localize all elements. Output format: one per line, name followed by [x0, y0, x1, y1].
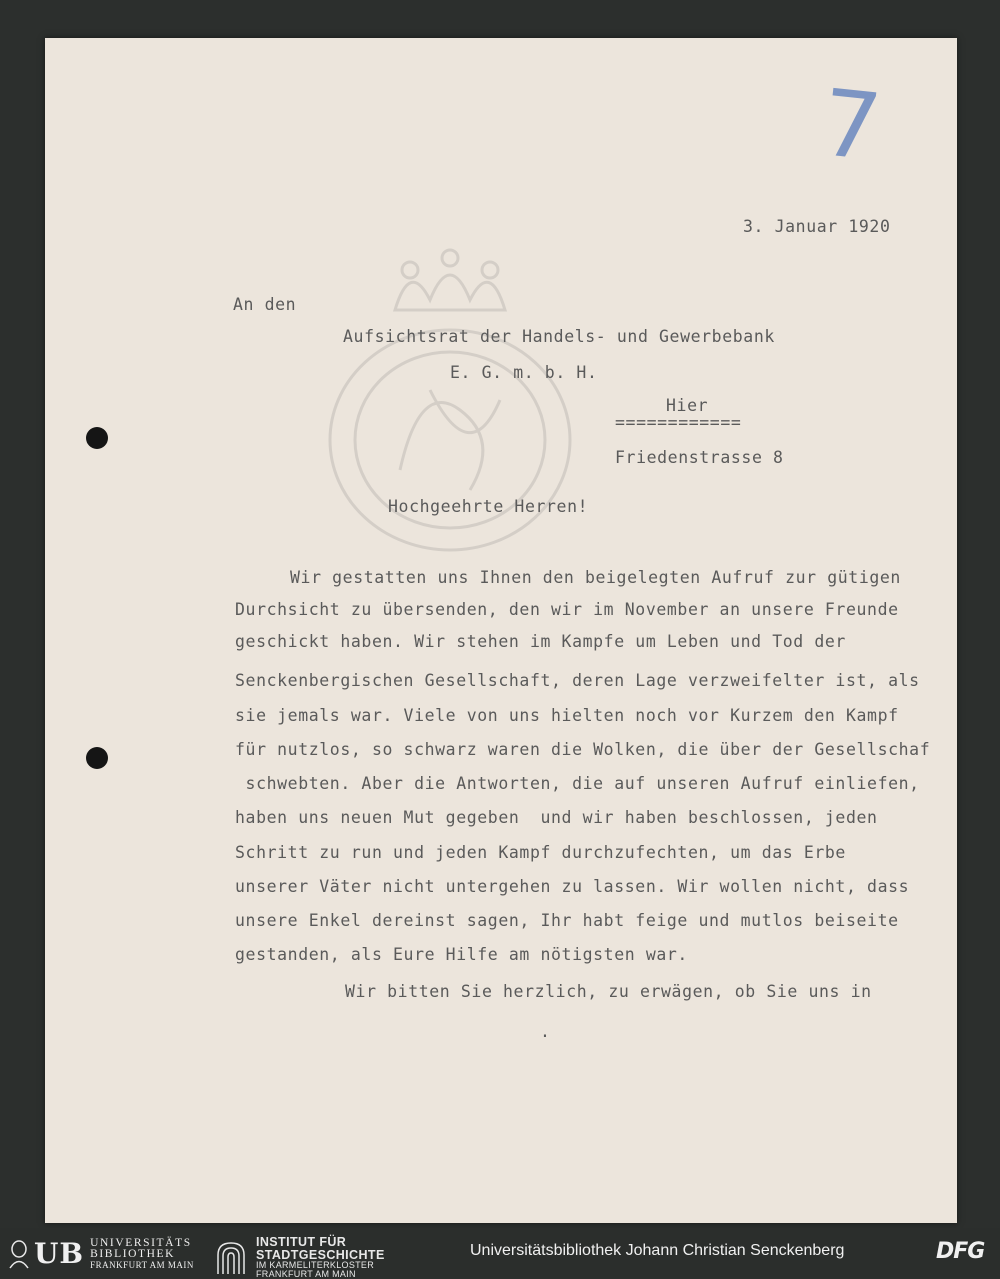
footer-title[interactable]: Universitätsbibliothek Johann Christian Senckenberg: [470, 1242, 845, 1259]
ub-line1: UNIVERSITÄTS: [90, 1236, 192, 1249]
address-city: Hier: [666, 396, 709, 415]
punch-hole-top: [86, 427, 108, 449]
body-line: sie jemals war. Viele von uns hielten noch vor Kurzem den Kampf: [235, 706, 899, 725]
isg-logo[interactable]: [214, 1236, 385, 1279]
ub-line3: FRANKFURT AM MAIN: [90, 1259, 194, 1270]
body-line: unsere Enkel dereinst sagen, Ihr habt feige und mutlos beiseite: [235, 911, 899, 930]
body-line: gestanden, als Eure Hilfe am nötigsten war.: [235, 945, 688, 964]
body-line: Wir gestatten uns Ihnen den beigelegten Aufruf zur gütigen: [290, 568, 901, 587]
ub-logo[interactable]: [8, 1237, 194, 1270]
senckenberg-portrait-icon: [8, 1239, 30, 1269]
address-street: Friedenstrasse 8: [615, 448, 784, 467]
body-line: schwebten. Aber die Antworten, die auf unseren Aufruf einliefen,: [235, 774, 920, 793]
body-line: unserer Väter nicht untergehen zu lassen. Wir wollen nicht, dass: [235, 877, 910, 896]
ub-line2: BIBLIOTHEK: [90, 1248, 176, 1260]
address-recipient: Aufsichtsrat der Handels- und Gewerbebank: [343, 327, 775, 346]
letter-date: 3. Januar 1920: [743, 217, 891, 236]
page-mark: .: [540, 1022, 551, 1041]
isg-line3: IM KARMELITERKLOSTER: [256, 1260, 375, 1270]
letter-greeting: Hochgeehrte Herren!: [388, 497, 589, 516]
address-city-underline: ============: [615, 413, 742, 432]
pencil-folio-number: 7: [816, 69, 887, 182]
address-company-form: E. G. m. b. H.: [450, 363, 598, 382]
body-line: Schritt zu run und jeden Kampf durchzufechten, um das Erbe: [235, 843, 846, 862]
isg-line1: INSTITUT FÜR: [256, 1235, 347, 1249]
body-line: haben uns neuen Mut gegeben und wir haben beschlossen, jeden: [235, 808, 878, 827]
body-line: Senckenbergischen Gesellschaft, deren Lage verzweifelter ist, als: [235, 671, 920, 690]
body-line: für nutzlos, so schwarz waren die Wolken, die über der Gesellschaf: [235, 740, 931, 759]
isg-line4: FRANKFURT AM MAIN: [256, 1269, 356, 1279]
dfg-logo[interactable]: DFG: [936, 1239, 985, 1264]
body-line: Durchsicht zu übersenden, den wir im November an unsere Freunde: [235, 600, 899, 619]
monastery-arch-icon: [214, 1241, 248, 1275]
viewer-footer: [0, 1228, 1000, 1278]
ub-mark: UB: [34, 1237, 85, 1270]
address-salutation: An den: [233, 295, 297, 314]
letter-page: [45, 38, 957, 1223]
body-line: Wir bitten Sie herzlich, zu erwägen, ob Sie uns in: [345, 982, 872, 1001]
punch-hole-bottom: [86, 747, 108, 769]
body-line: geschickt haben. Wir stehen im Kampfe um Leben und Tod der: [235, 632, 846, 651]
embossed-crest-watermark: [300, 240, 600, 570]
isg-line2: STADTGESCHICHTE: [256, 1247, 385, 1262]
